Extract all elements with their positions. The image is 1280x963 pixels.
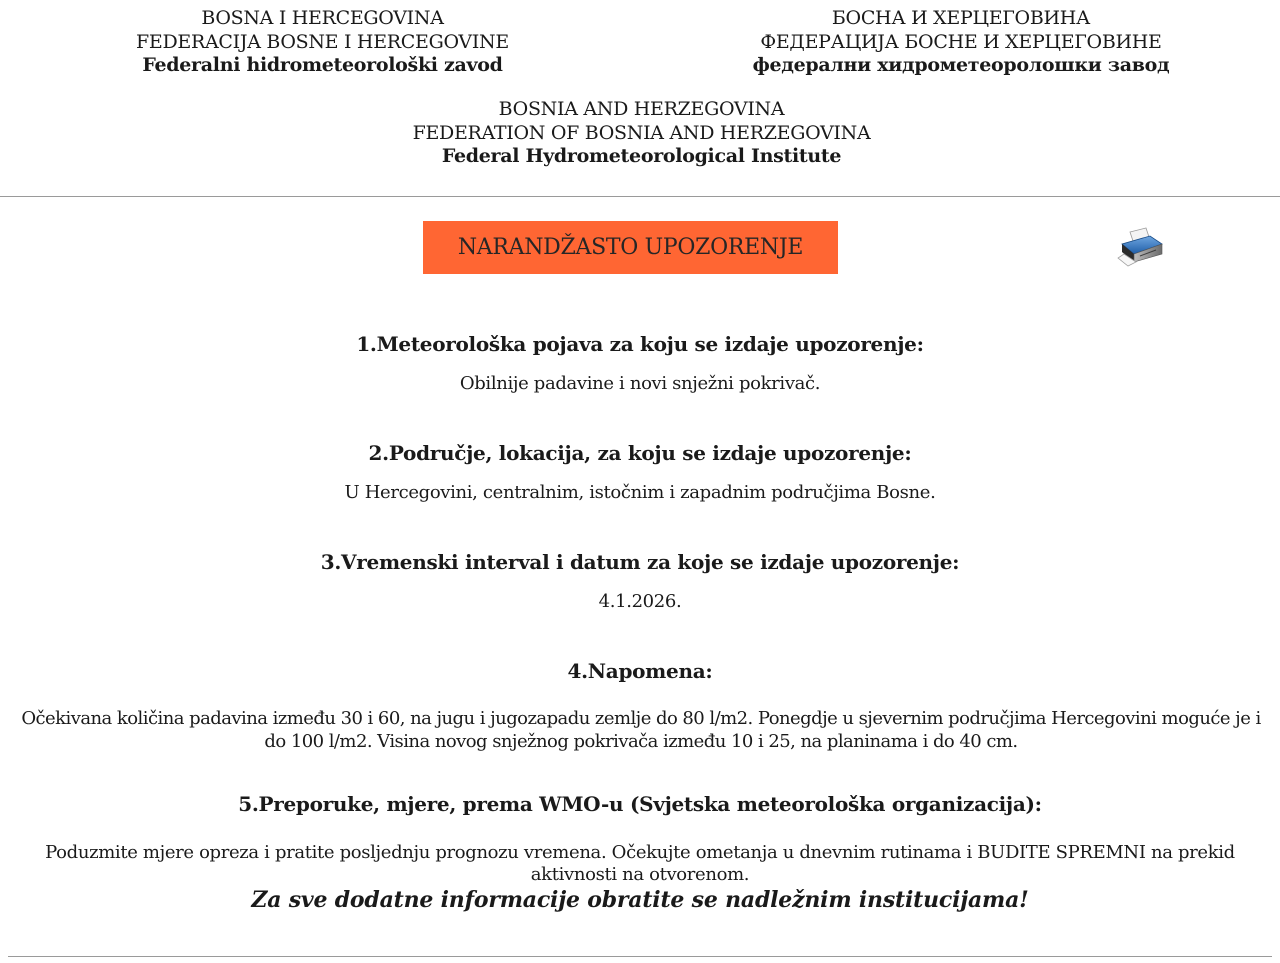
footer-divider bbox=[8, 956, 1272, 957]
section-3-title: 3.Vremenski interval i datum za koje se izdaje upozorenje: bbox=[320, 550, 960, 574]
header-divider bbox=[0, 196, 1280, 197]
closing-note: Za sve dodatne informacije obratite se nadležnim institucijama! bbox=[251, 887, 1029, 913]
header-institute: Federal Hydrometeorological Institute bbox=[441, 145, 842, 167]
header-institute: Federalni hidrometeorološki zavod bbox=[142, 54, 503, 76]
header-institute: федерални хидрометеоролошки завод bbox=[752, 54, 1170, 76]
section-4-body: Očekivana količina padavina između 30 i 60, na jugu i jugozapadu zemlje do 80 l/m2. Ponegdje u sjevernim područjima Hercegovini moguće je i do 100 l/m2. Visina novog snježnog pokrivača između 10 i 25, na planinama i do 40 cm. bbox=[21, 708, 1261, 752]
header-institution-latin bbox=[130, 7, 515, 78]
header-institution-english bbox=[400, 98, 883, 169]
header-country: BOSNIA AND HERZEGOVINA bbox=[498, 98, 785, 120]
header-federation: ФЕДЕРАЦИЈА БОСНЕ И ХЕРЦЕГОВИНЕ bbox=[760, 30, 1162, 53]
section-1-title: 1.Meteorološka pojava za koju se izdaje upozorenje: bbox=[356, 332, 924, 356]
header-federation: FEDERATION OF BOSNIA AND HERZEGOVINA bbox=[412, 121, 871, 144]
section-5-body: Poduzmite mjere opreza i pratite posljednju prognozu vremena. Očekujte ometanja u dnevnim rutinama i BUDITE SPREMNI na prekid aktivnosti na otvorenom. bbox=[45, 842, 1235, 885]
warning-level-banner: NARANDŽASTO UPOZORENJE bbox=[423, 221, 838, 274]
section-4-title: 4.Napomena: bbox=[567, 659, 713, 683]
section-3-body: 4.1.2026. bbox=[598, 591, 682, 612]
header-country: БОСНА И ХЕРЦЕГОВИНА bbox=[831, 7, 1091, 29]
header-institution-cyrillic bbox=[745, 7, 1177, 78]
section-1-body: Obilnije padavine i novi snježni pokrivač. bbox=[459, 373, 821, 394]
header-country: BOSNA I HERCEGOVINA bbox=[201, 7, 444, 29]
section-5-title: 5.Preporuke, mjere, prema WMO-u (Svjetska meteorološka organizacija): bbox=[238, 792, 1042, 816]
header-federation: FEDERACIJA BOSNE I HERCEGOVINE bbox=[136, 30, 509, 53]
printer-icon bbox=[1116, 226, 1166, 270]
section-2-body: U Hercegovini, centralnim, istočnim i zapadnim područjima Bosne. bbox=[344, 482, 936, 503]
print-button[interactable] bbox=[1116, 226, 1166, 270]
section-2-title: 2.Područje, lokacija, za koju se izdaje upozorenje: bbox=[368, 441, 912, 465]
